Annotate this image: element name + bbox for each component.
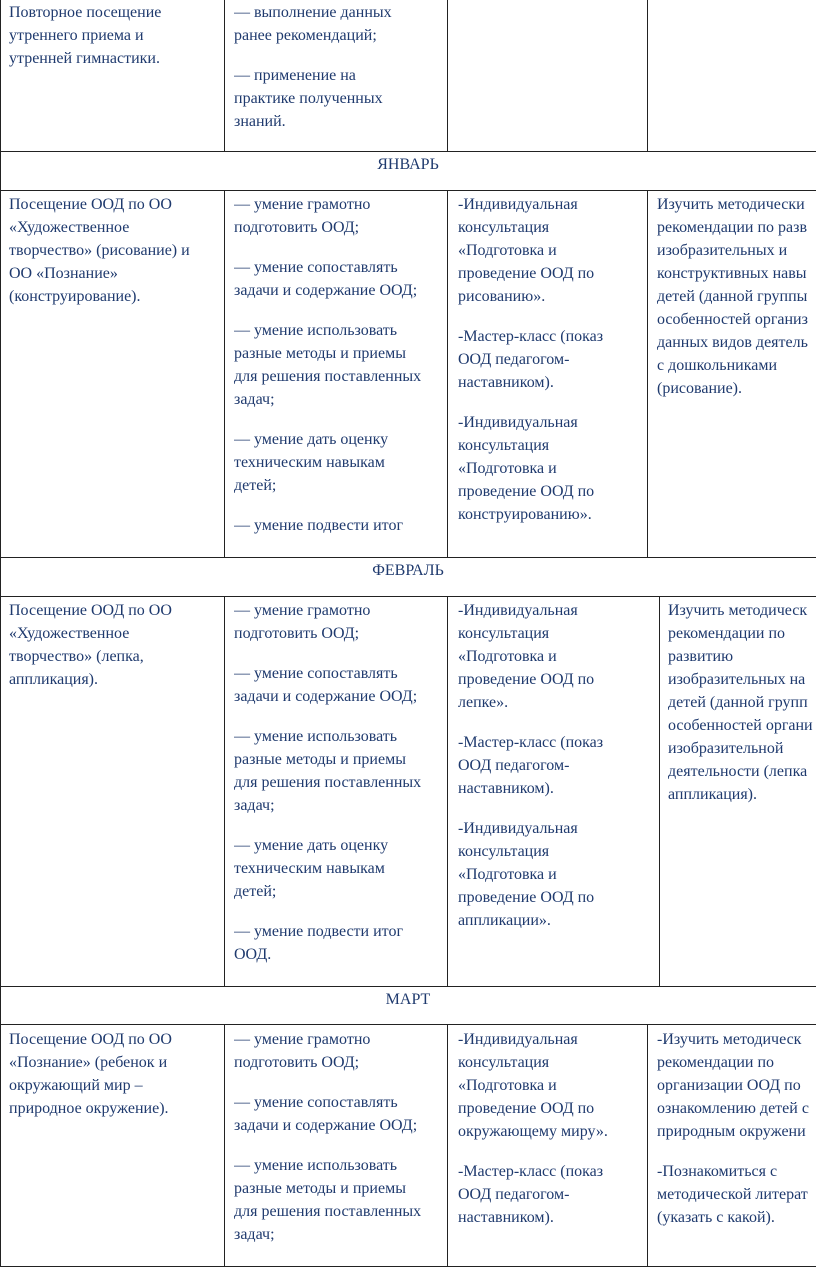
- text-line: изобразительных на: [668, 671, 806, 688]
- cell-paragraph: [234, 599, 445, 645]
- column-divider: [447, 1024, 448, 1267]
- cell-paragraph: [234, 662, 445, 708]
- text-line: проведение ООД по: [458, 671, 595, 688]
- text-line: особенностей организ: [657, 311, 808, 328]
- text-line: проведение ООД по: [458, 265, 595, 282]
- cell-paragraph: [458, 599, 657, 714]
- cell-paragraph: [9, 1028, 221, 1120]
- text-line: — применение на: [234, 67, 356, 84]
- text-line: подготовить ООД;: [234, 219, 360, 236]
- text-line: особенностей органи: [668, 717, 813, 734]
- text-line: деятельности (лепка: [668, 763, 808, 780]
- column-divider: [647, 190, 648, 558]
- column-divider: [659, 596, 660, 987]
- text-line: -Мастер-класс (показ: [458, 734, 604, 751]
- text-line: разные методы и приемы: [234, 1180, 406, 1197]
- cell-paragraph: [234, 193, 445, 239]
- row3-tasks-cell: [657, 1028, 816, 1229]
- text-line: -Познакомиться с: [657, 1163, 778, 1180]
- text-line: «Художественное: [9, 219, 130, 236]
- text-line: аппликация).: [668, 786, 758, 803]
- cell-paragraph: [458, 731, 657, 800]
- row-divider: [0, 596, 816, 597]
- column-divider: [224, 0, 225, 152]
- column-divider: [447, 0, 448, 152]
- cell-paragraph: [234, 1091, 445, 1137]
- text-line: проведение ООД по: [458, 1100, 595, 1117]
- cell-paragraph: [657, 1160, 816, 1229]
- text-line: проведение ООД по: [458, 889, 595, 906]
- text-line: природное окружение).: [9, 1100, 169, 1117]
- column-divider: [0, 0, 1, 152]
- text-line: детей;: [234, 477, 277, 494]
- text-line: детей (данной групп: [668, 694, 808, 711]
- row1-visit-cell: [9, 193, 221, 308]
- text-line: ООД педагогом-: [458, 757, 570, 774]
- text-line: (рисование).: [657, 380, 742, 397]
- text-line: ООД.: [234, 946, 272, 963]
- text-line: конструктивных навы: [657, 265, 807, 282]
- month-march: МАРТ: [385, 991, 431, 1008]
- text-line: ООД педагогом-: [458, 351, 570, 368]
- row-divider: [0, 1024, 816, 1025]
- cell-paragraph: [234, 256, 445, 302]
- text-line: Изучить методическ: [668, 602, 808, 619]
- text-line: «Подготовка и: [458, 242, 557, 259]
- row-divider: [0, 151, 816, 152]
- text-line: -Индивидуальная: [458, 414, 578, 431]
- text-line: задачи и содержание ООД;: [234, 1117, 418, 1134]
- cell-paragraph: [458, 1028, 645, 1143]
- text-line: развитию: [668, 648, 734, 665]
- text-line: аппликация).: [9, 671, 99, 688]
- text-line: ООД педагогом-: [458, 1186, 570, 1203]
- text-line: методической литерат: [657, 1186, 808, 1203]
- text-line: для решения поставленных: [234, 368, 422, 385]
- text-line: рекомендации по разв: [657, 219, 808, 236]
- cell-paragraph: [458, 411, 645, 526]
- column-divider: [647, 0, 648, 152]
- text-line: «Подготовка и: [458, 866, 557, 883]
- text-line: — умение подвести итог: [234, 517, 404, 534]
- text-line: творчество» (лепка,: [9, 648, 144, 665]
- text-line: разные методы и приемы: [234, 345, 406, 362]
- cell-paragraph: [234, 920, 445, 966]
- text-line: детей;: [234, 883, 277, 900]
- text-line: — умение подвести итог: [234, 923, 404, 940]
- text-line: консультация: [458, 1054, 550, 1071]
- cell-paragraph: [458, 817, 657, 932]
- text-line: «Подготовка и: [458, 1077, 557, 1094]
- cell-paragraph: [9, 599, 221, 691]
- column-divider: [224, 596, 225, 987]
- cell-paragraph: [234, 725, 445, 817]
- text-line: разные методы и приемы: [234, 751, 406, 768]
- row2-tasks-cell: [668, 599, 816, 806]
- cell-paragraph: [657, 193, 816, 400]
- text-line: Изучить методически: [657, 196, 805, 213]
- row1-goals-cell: [234, 193, 445, 537]
- row3-visit-cell: [9, 1028, 221, 1120]
- text-line: — умение грамотно: [234, 602, 371, 619]
- text-line: рекомендации по: [668, 625, 786, 642]
- cell-paragraph: [234, 428, 445, 497]
- column-divider: [647, 1024, 648, 1267]
- text-line: (указать с какой).: [657, 1209, 775, 1226]
- text-line: -Мастер-класс (показ: [458, 328, 604, 345]
- cell-paragraph: [234, 64, 445, 133]
- text-line: — умение грамотно: [234, 196, 371, 213]
- month-january: ЯНВАРЬ: [377, 156, 439, 173]
- cell-paragraph: [9, 193, 221, 308]
- row-divider: [0, 1266, 816, 1267]
- row2-forms-cell: [458, 599, 657, 932]
- cell-paragraph: [458, 1160, 645, 1229]
- text-line: — умение дать оценку: [234, 431, 389, 448]
- text-line: творчество» (рисование) и: [9, 242, 190, 259]
- cell-paragraph: [458, 325, 645, 394]
- text-line: окружающему миру».: [458, 1123, 608, 1140]
- text-line: Посещение ООД по ОО: [9, 602, 172, 619]
- text-line: для решения поставленных: [234, 1203, 422, 1220]
- row1-forms-cell: [458, 193, 645, 526]
- text-line: рекомендации по: [657, 1054, 775, 1071]
- text-line: -Мастер-класс (показ: [458, 1163, 604, 1180]
- row0-visit-cell: [9, 1, 221, 70]
- column-divider: [447, 190, 448, 558]
- text-line: -Индивидуальная: [458, 602, 578, 619]
- text-line: консультация: [458, 437, 550, 454]
- text-line: задач;: [234, 1226, 275, 1243]
- text-line: -Индивидуальная: [458, 196, 578, 213]
- text-line: наставником).: [458, 1209, 554, 1226]
- text-line: подготовить ООД;: [234, 625, 360, 642]
- cell-paragraph: [234, 514, 445, 537]
- month-february: ФЕВРАЛЬ: [372, 562, 444, 579]
- text-line: — умение использовать: [234, 1157, 398, 1174]
- column-divider: [0, 190, 1, 558]
- text-line: природным окружени: [657, 1123, 806, 1140]
- text-line: конструированию».: [458, 506, 592, 523]
- text-line: техническим навыкам: [234, 454, 385, 471]
- text-line: изобразительной: [668, 740, 784, 757]
- column-divider: [0, 596, 1, 987]
- cell-paragraph: [234, 319, 445, 411]
- text-line: ранее рекомендаций;: [234, 27, 377, 44]
- text-line: наставником).: [458, 374, 554, 391]
- text-line: для решения поставленных: [234, 774, 422, 791]
- text-line: «Художественное: [9, 625, 130, 642]
- text-line: -Изучить методическ: [657, 1031, 802, 1048]
- text-line: Повторное посещение: [9, 4, 162, 21]
- column-divider: [224, 1024, 225, 1267]
- text-line: данных видов деятель: [657, 334, 808, 351]
- column-divider: [447, 596, 448, 987]
- text-line: — умение грамотно: [234, 1031, 371, 1048]
- column-divider: [224, 190, 225, 558]
- text-line: задачи и содержание ООД;: [234, 282, 418, 299]
- text-line: — умение использовать: [234, 728, 398, 745]
- text-line: организации ООД по: [657, 1077, 801, 1094]
- row-divider: [0, 986, 816, 987]
- text-line: рисованию».: [458, 288, 546, 305]
- row2-goals-cell: [234, 599, 445, 966]
- text-line: консультация: [458, 219, 550, 236]
- text-line: с дошкольниками: [657, 357, 778, 374]
- column-divider: [0, 1024, 1, 1267]
- row3-forms-cell: [458, 1028, 645, 1229]
- text-line: ОО «Познание»: [9, 265, 118, 282]
- row-divider: [0, 557, 816, 558]
- cell-paragraph: [234, 1028, 445, 1074]
- text-line: утренней гимнастики.: [9, 50, 160, 67]
- text-line: задач;: [234, 797, 275, 814]
- row-divider: [0, 190, 816, 191]
- text-line: — умение использовать: [234, 322, 398, 339]
- text-line: детей (данной группы: [657, 288, 808, 305]
- row2-visit-cell: [9, 599, 221, 691]
- cell-paragraph: [234, 834, 445, 903]
- text-line: подготовить ООД;: [234, 1054, 360, 1071]
- text-line: знаний.: [234, 113, 286, 130]
- cell-paragraph: [657, 1028, 816, 1143]
- text-line: лепке».: [458, 694, 509, 711]
- text-line: окружающий мир –: [9, 1077, 143, 1094]
- text-line: утреннего приема и: [9, 27, 144, 44]
- text-line: «Подготовка и: [458, 648, 557, 665]
- cell-paragraph: [9, 1, 221, 70]
- row1-tasks-cell: [657, 193, 816, 400]
- cell-paragraph: [234, 1154, 445, 1246]
- text-line: — умение сопоставлять: [234, 259, 398, 276]
- text-line: проведение ООД по: [458, 483, 595, 500]
- text-line: — умение дать оценку: [234, 837, 389, 854]
- text-line: «Подготовка и: [458, 460, 557, 477]
- text-line: -Индивидуальная: [458, 820, 578, 837]
- text-line: техническим навыкам: [234, 860, 385, 877]
- text-line: — умение сопоставлять: [234, 1094, 398, 1111]
- text-line: аппликации».: [458, 912, 551, 929]
- text-line: — умение сопоставлять: [234, 665, 398, 682]
- text-line: наставником).: [458, 780, 554, 797]
- text-line: «Познание» (ребенок и: [9, 1054, 168, 1071]
- text-line: -Индивидуальная: [458, 1031, 578, 1048]
- text-line: консультация: [458, 625, 550, 642]
- text-line: консультация: [458, 843, 550, 860]
- text-line: практике полученных: [234, 90, 383, 107]
- row0-goals-cell: [234, 1, 445, 133]
- text-line: задач;: [234, 391, 275, 408]
- cell-paragraph: [234, 1, 445, 47]
- text-line: ознакомлению детей с: [657, 1100, 809, 1117]
- text-line: (конструирование).: [9, 288, 141, 305]
- text-line: Посещение ООД по ОО: [9, 1031, 172, 1048]
- text-line: Посещение ООД по ОО: [9, 196, 172, 213]
- text-line: — выполнение данных: [234, 4, 392, 21]
- text-line: задачи и содержание ООД;: [234, 688, 418, 705]
- cell-paragraph: [458, 193, 645, 308]
- cell-paragraph: [668, 599, 816, 806]
- text-line: изобразительных и: [657, 242, 788, 259]
- row3-goals-cell: [234, 1028, 445, 1246]
